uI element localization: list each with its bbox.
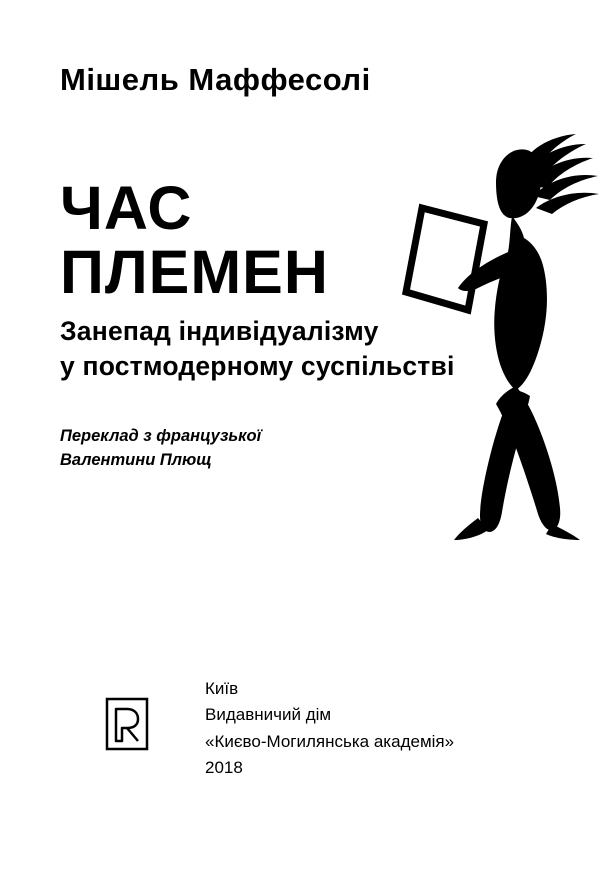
book-subtitle (60, 314, 455, 384)
imprint-publisher-type: Видавничий дім (205, 705, 332, 725)
book-title-line: ПЛЕМЕН (60, 238, 329, 307)
imprint-year: 2018 (205, 758, 243, 778)
book-author: Мішель Маффесолі (60, 62, 371, 97)
book-title-line: ЧАС (60, 174, 193, 242)
translation-credit-line: Валентини Плющ (60, 451, 212, 470)
book-title (60, 174, 329, 307)
book-subtitle-line: Занепад індивідуалізму (60, 316, 379, 346)
translation-credit-line: Переклад з французької (60, 427, 262, 445)
imprint-block (205, 676, 454, 781)
publisher-logo (105, 697, 149, 751)
woman-with-book-silhouette (400, 120, 600, 540)
imprint-city: Київ (205, 679, 239, 698)
book-subtitle-line: у постмодерному суспільстві (60, 350, 455, 381)
translation-credit (60, 424, 261, 473)
imprint-publisher-name: «Києво-Могилянська академія» (205, 731, 455, 751)
